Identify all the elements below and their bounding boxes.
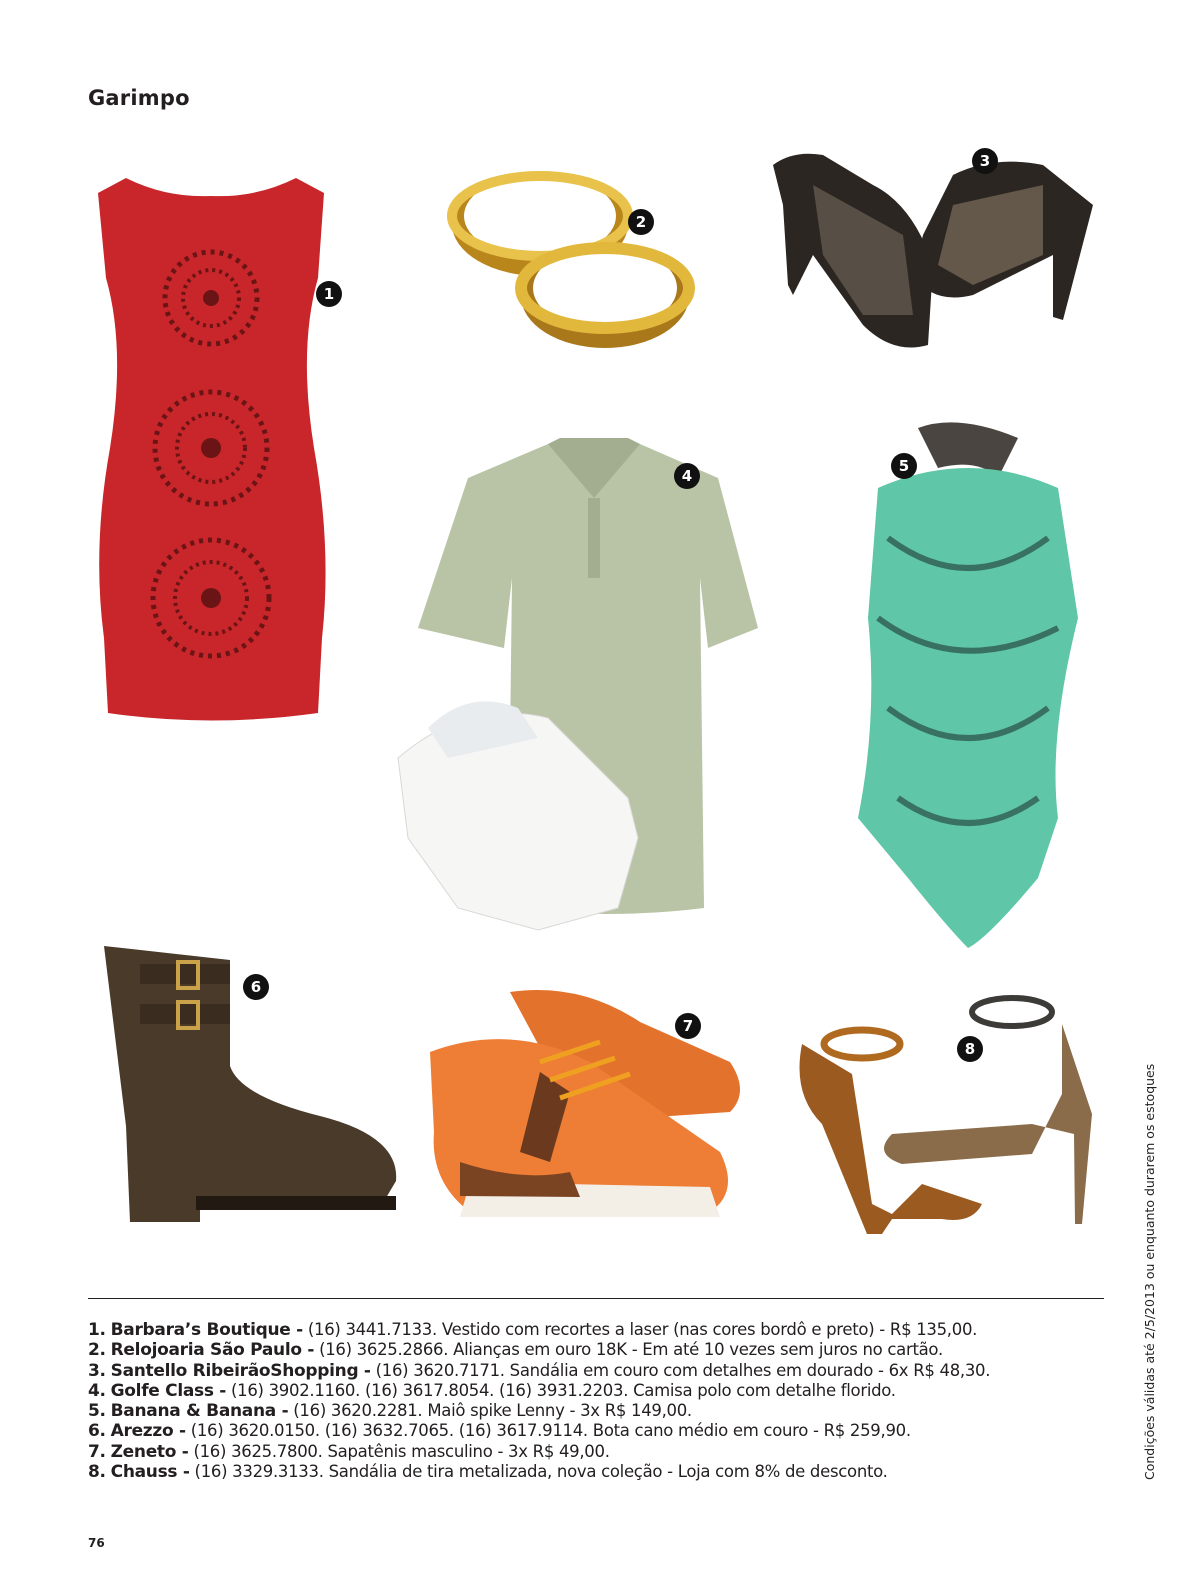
product-number-badge: 6	[243, 974, 269, 1000]
store-details: (16) 3441.7133. Vestido com recortes a laser (nas cores bordô e preto) - R$ 135,00.	[302, 1320, 978, 1339]
store-name: Golfe Class -	[110, 1380, 227, 1401]
list-item	[88, 1462, 1118, 1482]
metallic-sandals-image	[782, 984, 1102, 1234]
polo-shirts-image	[388, 438, 768, 950]
dress-image	[86, 168, 336, 723]
page-number: 76	[88, 1536, 105, 1550]
store-details: (16) 3625.7800. Sapatênis masculino - 3x R$ 49,00.	[188, 1441, 610, 1461]
validity-note: Condições válidas até 2/5/2013 ou enquanto durarem os estoques	[1142, 1063, 1157, 1480]
store-number: 8.	[88, 1462, 106, 1483]
store-number: 4.	[88, 1380, 106, 1401]
sneakers-image	[430, 982, 750, 1222]
list-item	[88, 1401, 1118, 1421]
store-listing	[88, 1320, 1118, 1482]
product-number-badge: 5	[891, 453, 917, 479]
store-name: Santello RibeirãoShopping -	[110, 1360, 371, 1381]
store-number: 7.	[88, 1441, 106, 1462]
list-item	[88, 1381, 1118, 1401]
section-title: Garimpo	[88, 86, 190, 110]
store-name: Chauss -	[110, 1462, 190, 1483]
list-item	[88, 1421, 1118, 1441]
store-name: Zeneto -	[110, 1441, 189, 1462]
wedding-rings-image	[445, 146, 695, 356]
store-details: (16) 3620.2281. Maiô spike Lenny - 3x R$ 149,00.	[288, 1401, 692, 1421]
store-number: 5.	[88, 1401, 106, 1422]
list-item	[88, 1320, 1118, 1340]
store-name: Relojoaria São Paulo -	[110, 1340, 315, 1361]
store-name: Barbara’s Boutique -	[110, 1320, 303, 1340]
product-number-badge: 3	[972, 148, 998, 174]
store-number: 3.	[88, 1360, 106, 1381]
product-number-badge: 4	[674, 463, 700, 489]
store-details: (16) 3329.3133. Sandália de tira metalizada, nova coleção - Loja com 8% de desconto.	[189, 1462, 888, 1482]
black-heels-image	[753, 145, 1103, 355]
divider	[88, 1298, 1104, 1299]
store-details: (16) 3620.0150. (16) 3632.7065. (16) 3617.9114. Bota cano médio em couro - R$ 259,90.	[185, 1421, 911, 1441]
store-number: 2.	[88, 1340, 106, 1361]
list-item	[88, 1340, 1118, 1360]
swimsuit-image	[848, 418, 1088, 958]
product-number-badge: 2	[628, 209, 654, 235]
product-number-badge: 1	[316, 281, 342, 307]
list-item	[88, 1442, 1118, 1462]
store-details: (16) 3625.2866. Alianças em ouro 18K - Em até 10 vezes sem juros no cartão.	[314, 1340, 943, 1360]
store-details: (16) 3902.1160. (16) 3617.8054. (16) 3931.2203. Camisa polo com detalhe florido.	[226, 1380, 896, 1400]
store-name: Arezzo -	[110, 1421, 186, 1442]
store-number: 1.	[88, 1320, 106, 1340]
product-number-badge: 7	[675, 1013, 701, 1039]
list-item	[88, 1361, 1118, 1381]
store-name: Banana & Banana -	[110, 1401, 289, 1422]
store-details: (16) 3620.7171. Sandália em couro com detalhes em dourado - 6x R$ 48,30.	[370, 1360, 991, 1380]
store-number: 6.	[88, 1421, 106, 1442]
product-number-badge: 8	[957, 1036, 983, 1062]
